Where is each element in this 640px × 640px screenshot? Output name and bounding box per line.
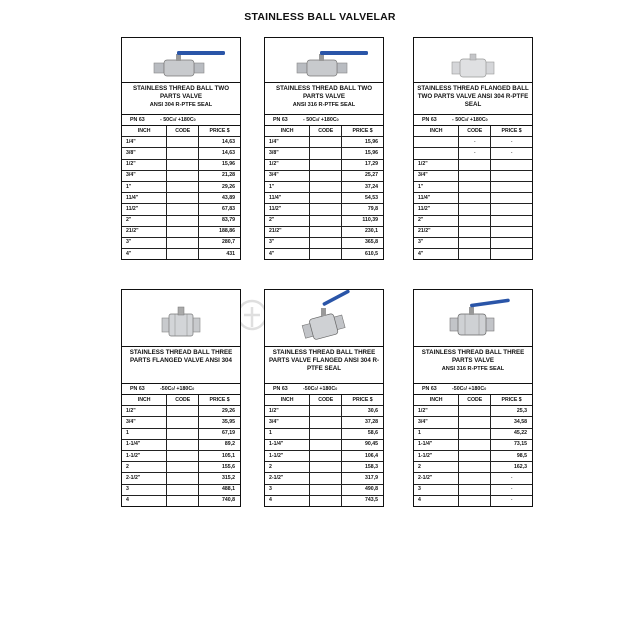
table-row: 11/4" xyxy=(414,193,532,204)
col-header-code: CODE xyxy=(310,395,342,406)
table-row: 2-1/2" 315,2 xyxy=(122,473,240,484)
table-row: - - xyxy=(414,137,532,148)
col-header-price: PRICE $ xyxy=(199,126,240,137)
price-table xyxy=(122,395,240,506)
col-header-code: CODE xyxy=(167,395,199,406)
table-row: 2 162,3 xyxy=(414,462,532,473)
table-row: 1/2" 25,3 xyxy=(414,406,532,417)
product-title: STAINLESS THREAD BALL TWO PARTS VALVE ANSI 316 R-PTFE SEAL xyxy=(265,83,383,115)
table-row: 3" xyxy=(414,237,532,248)
table-row: 4 740,8 xyxy=(122,495,240,506)
col-header-price: PRICE $ xyxy=(491,126,532,137)
table-row: 3 490,8 xyxy=(265,484,383,495)
table-row: 3/4" 25,27 xyxy=(265,170,383,181)
table-row: 1/2" 30,6 xyxy=(265,406,383,417)
pressure-temp-row: PN 63 - 50C 0 / +180C 0 xyxy=(265,115,383,126)
table-row: 2 158,3 xyxy=(265,462,383,473)
table-row: 3" 365,8 xyxy=(265,237,383,248)
pressure-temp-row: PN 63 -50C 0 / +180C 0 xyxy=(265,384,383,395)
table-row: 3/4" 35,95 xyxy=(122,417,240,428)
col-header-code: CODE xyxy=(459,395,491,406)
table-row: 4" 610,5 xyxy=(265,249,383,260)
table-row: 1 67,19 xyxy=(122,428,240,439)
three-part-valve-body-icon xyxy=(122,290,240,346)
table-row: 21/2" xyxy=(414,226,532,237)
col-header-price: PRICE $ xyxy=(342,395,383,406)
table-row: 3/4" 34,58 xyxy=(414,417,532,428)
table-row: 4 - xyxy=(414,495,532,506)
table-row: 3/8" 14,63 xyxy=(122,148,240,159)
product-card-2 xyxy=(264,37,384,260)
table-row: 1" 29,26 xyxy=(122,181,240,192)
col-header-price: PRICE $ xyxy=(342,126,383,137)
table-row: 2 155,6 xyxy=(122,462,240,473)
product-card-5 xyxy=(264,289,384,507)
col-header-inch: INCH xyxy=(265,395,310,406)
col-header-price: PRICE $ xyxy=(199,395,240,406)
table-row: 4" 431 xyxy=(122,249,240,260)
product-title: STAINLESS THREAD BALL THREE PARTS VALVE ANSI 316 R-PTFE SEAL xyxy=(414,347,532,384)
page-title: STAINLESS BALL VALVELAR xyxy=(244,11,396,23)
product-card-1 xyxy=(121,37,241,260)
table-row: 1/2" xyxy=(414,159,532,170)
table-row: 1/2" 29,26 xyxy=(122,406,240,417)
table-row: 4 743,5 xyxy=(265,495,383,506)
table-row: 21/2" 230,1 xyxy=(265,226,383,237)
table-row: 3/4" 21,28 xyxy=(122,170,240,181)
table-row: 3 488,1 xyxy=(122,484,240,495)
pressure-temp-row: PN 63 -50C 0 / +180C 0 xyxy=(122,384,240,395)
product-title: STAINLESS THREAD BALL THREE PARTS VALVE FLANGED ANSI 304 R-PTFE SEAL xyxy=(265,347,383,384)
price-table xyxy=(265,395,383,506)
ball-valve-two-part-icon xyxy=(122,38,240,82)
flanged-valve-body-icon xyxy=(414,38,532,82)
table-row: 1" 37,24 xyxy=(265,181,383,192)
table-row: 2-1/2" - xyxy=(414,473,532,484)
product-title: STAINLESS THREAD BALL THREE PARTS FLANGED VALVE ANSI 304 xyxy=(122,347,240,384)
table-row: 11/4" 54,53 xyxy=(265,193,383,204)
product-card-3 xyxy=(413,37,533,260)
table-row: 3 - xyxy=(414,484,532,495)
table-row: 4" xyxy=(414,249,532,260)
pressure-temp-row: PN 63 - 50C 0 / +180C 0 xyxy=(414,115,532,126)
product-title: STAINLESS THREAD BALL TWO PARTS VALVE ANSI 304 R-PTFE SEAL xyxy=(122,83,240,115)
table-row: 2" xyxy=(414,215,532,226)
col-header-code: CODE xyxy=(167,126,199,137)
col-header-price: PRICE $ xyxy=(491,395,532,406)
table-row: 1-1/2" 106,4 xyxy=(265,450,383,461)
table-row: 21/2" 188,86 xyxy=(122,226,240,237)
table-row: 1/4" 15,96 xyxy=(265,137,383,148)
table-row: 1-1/4" 73,15 xyxy=(414,439,532,450)
price-table xyxy=(414,395,532,506)
table-row: 1/2" 17,29 xyxy=(265,159,383,170)
price-table xyxy=(414,126,532,259)
table-row: 3" 280,7 xyxy=(122,237,240,248)
table-row: 1/2" 15,96 xyxy=(122,159,240,170)
table-row: 1/4" 14,63 xyxy=(122,137,240,148)
table-row: 2-1/2" 317,9 xyxy=(265,473,383,484)
table-row: 3/4" xyxy=(414,170,532,181)
col-header-inch: INCH xyxy=(265,126,310,137)
price-table xyxy=(265,126,383,259)
three-part-ball-valve-icon xyxy=(414,290,532,346)
col-header-inch: INCH xyxy=(122,395,167,406)
table-row: 11/2" 67,83 xyxy=(122,204,240,215)
table-row: 2" 110,39 xyxy=(265,215,383,226)
ball-valve-two-part-icon xyxy=(265,38,383,82)
product-card-6 xyxy=(413,289,533,507)
table-row: 11/4" 43,89 xyxy=(122,193,240,204)
pressure-temp-row: PN 63 -50C 0 / +180C 0 xyxy=(414,384,532,395)
pressure-temp-row: PN 63 - 50C 0 / +180C 0 xyxy=(122,115,240,126)
product-title: STAINLESS THREAD FLANGED BALL TWO PARTS VALVE ANSI 304 R-PTFE SEAL xyxy=(414,83,532,115)
col-header-code: CODE xyxy=(459,126,491,137)
product-card-4 xyxy=(121,289,241,507)
col-header-inch: INCH xyxy=(122,126,167,137)
price-table xyxy=(122,126,240,259)
table-row: 11/2" xyxy=(414,204,532,215)
table-row: 3/4" 37,28 xyxy=(265,417,383,428)
col-header-inch: INCH xyxy=(414,395,459,406)
three-part-ball-valve-icon xyxy=(265,290,383,346)
table-row: 1" xyxy=(414,181,532,192)
table-row: - - xyxy=(414,148,532,159)
table-row: 2" 83,79 xyxy=(122,215,240,226)
col-header-inch: INCH xyxy=(414,126,459,137)
table-row: 11/2" 79,8 xyxy=(265,204,383,215)
table-row: 1-1/2" 98,5 xyxy=(414,450,532,461)
col-header-code: CODE xyxy=(310,126,342,137)
table-row: 1 45,22 xyxy=(414,428,532,439)
table-row: 1-1/4" 90,45 xyxy=(265,439,383,450)
table-row: 3/8" 15,96 xyxy=(265,148,383,159)
table-row: 1 58,6 xyxy=(265,428,383,439)
table-row: 1-1/4" 89,2 xyxy=(122,439,240,450)
table-row: 1-1/2" 105,1 xyxy=(122,450,240,461)
